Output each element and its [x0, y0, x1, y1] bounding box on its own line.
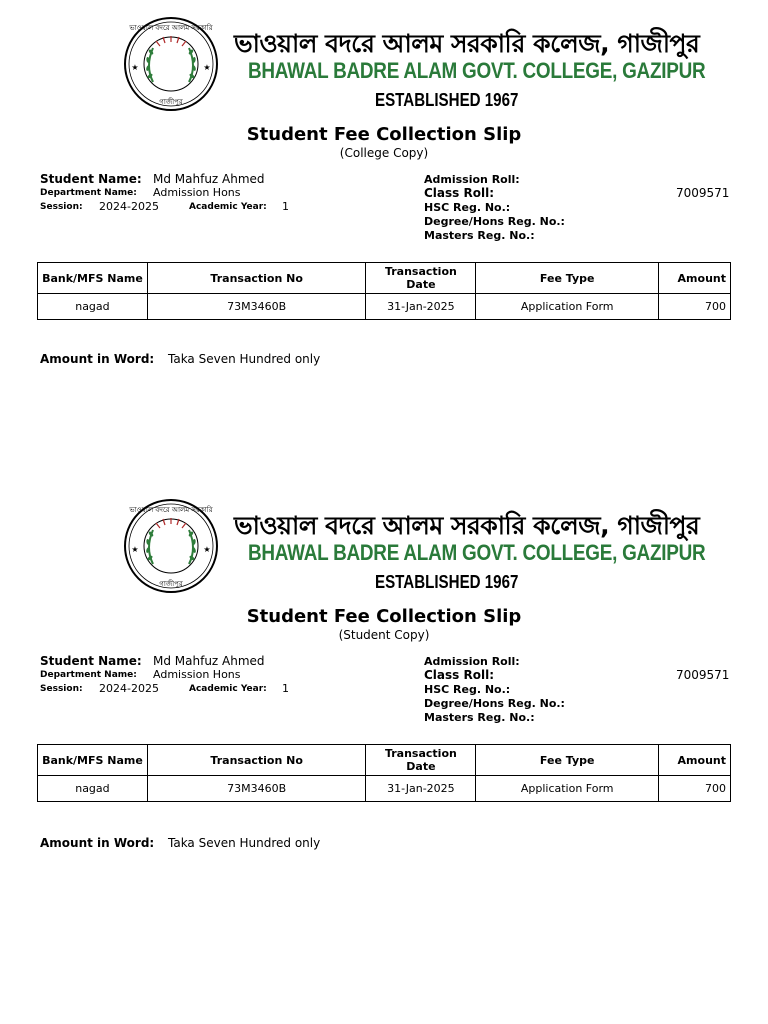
transaction-date-cell: 31-Jan-2025 — [366, 776, 476, 802]
fee-type-cell: Application Form — [476, 294, 659, 320]
established-year: ESTABLISHED 1967 — [375, 572, 519, 592]
svg-text:ভাওয়াল বদরে আলম সরকারি: ভাওয়াল বদরে আলম সরকারি — [129, 24, 213, 32]
amount-in-word-value: Taka Seven Hundred only — [168, 352, 321, 366]
slip-title: Student Fee Collection Slip — [246, 606, 522, 627]
copy-label: (College Copy) — [339, 146, 429, 160]
column-header: Fee Type — [476, 745, 659, 776]
svg-text:★: ★ — [131, 63, 139, 72]
transaction-date-cell: 31-Jan-2025 — [366, 294, 476, 320]
department-name-value: Admission Hons — [153, 668, 241, 681]
academic-year-label: Academic Year: — [189, 684, 267, 694]
transaction-no-cell: 73M3460B — [147, 776, 366, 802]
slip-title: Student Fee Collection Slip — [246, 124, 522, 145]
svg-text:★: ★ — [131, 545, 139, 554]
college-name-english: BHAWAL BADRE ALAM GOVT. COLLEGE, GAZIPUR — [248, 540, 706, 565]
department-name-value: Admission Hons — [153, 186, 241, 199]
column-header: Transaction Date — [366, 263, 476, 294]
student-name-value: Md Mahfuz Ahmed — [153, 172, 265, 186]
college-name-bangla: ভাওয়াল বদরে আলম সরকারি কলেজ, গাজীপুর — [234, 511, 700, 540]
svg-text:গাজীপুর: গাজীপুর — [159, 98, 183, 106]
college-name-bangla: ভাওয়াল বদরে আলম সরকারি কলেজ, গাজীপুর — [234, 29, 700, 58]
degree-reg-label: Degree/Hons Reg. No.: — [424, 215, 565, 228]
established-year: ESTABLISHED 1967 — [375, 90, 519, 110]
hsc-reg-label: HSC Reg. No.: — [424, 683, 511, 696]
copy-label: (Student Copy) — [338, 628, 430, 642]
session-label: Session: — [40, 202, 83, 212]
masters-reg-label: Masters Reg. No.: — [424, 229, 535, 242]
column-header: Amount — [659, 263, 731, 294]
college-seal-logo — [123, 498, 219, 594]
session-label: Session: — [40, 684, 83, 694]
college-seal-logo — [123, 16, 219, 112]
academic-year-value: 1 — [282, 200, 289, 213]
hsc-reg-label: HSC Reg. No.: — [424, 201, 511, 214]
masters-reg-label: Masters Reg. No.: — [424, 711, 535, 724]
column-header: Amount — [659, 745, 731, 776]
amount-in-word-label: Amount in Word: — [40, 352, 155, 366]
fee-slip-student-copy — [0, 482, 768, 922]
academic-year-label: Academic Year: — [189, 202, 267, 212]
column-header: Transaction No — [147, 263, 366, 294]
amount-cell: 700 — [659, 776, 731, 802]
svg-text:★: ★ — [203, 63, 211, 72]
svg-text:ভাওয়াল বদরে আলম সরকারি: ভাওয়াল বদরে আলম সরকারি — [129, 506, 213, 514]
svg-text:গাজীপুর: গাজীপুর — [159, 580, 183, 588]
session-value: 2024-2025 — [99, 200, 159, 213]
session-value: 2024-2025 — [99, 682, 159, 695]
class-roll-value: 7009571 — [676, 186, 730, 200]
fee-table — [37, 262, 731, 320]
column-header: Bank/MFS Name — [38, 263, 148, 294]
department-name-label: Department Name: — [40, 188, 137, 198]
table-header-row — [38, 263, 731, 294]
fee-slip-college-copy — [0, 0, 768, 440]
class-roll-label: Class Roll: — [424, 186, 494, 200]
academic-year-value: 1 — [282, 682, 289, 695]
svg-text:★: ★ — [203, 545, 211, 554]
class-roll-label: Class Roll: — [424, 668, 494, 682]
class-roll-value: 7009571 — [676, 668, 730, 682]
table-row — [38, 776, 731, 802]
bank-cell: nagad — [38, 776, 148, 802]
bank-cell: nagad — [38, 294, 148, 320]
student-name-value: Md Mahfuz Ahmed — [153, 654, 265, 668]
table-row — [38, 294, 731, 320]
column-header: Bank/MFS Name — [38, 745, 148, 776]
admission-roll-label: Admission Roll: — [424, 655, 520, 668]
amount-in-word-value: Taka Seven Hundred only — [168, 836, 321, 850]
amount-in-word-label: Amount in Word: — [40, 836, 155, 850]
table-header-row — [38, 745, 731, 776]
fee-type-cell: Application Form — [476, 776, 659, 802]
degree-reg-label: Degree/Hons Reg. No.: — [424, 697, 565, 710]
student-name-label: Student Name: — [40, 172, 142, 186]
column-header: Fee Type — [476, 263, 659, 294]
column-header: Transaction Date — [366, 745, 476, 776]
college-name-english: BHAWAL BADRE ALAM GOVT. COLLEGE, GAZIPUR — [248, 58, 706, 83]
amount-cell: 700 — [659, 294, 731, 320]
column-header: Transaction No — [147, 745, 366, 776]
transaction-no-cell: 73M3460B — [147, 294, 366, 320]
fee-table — [37, 744, 731, 802]
student-name-label: Student Name: — [40, 654, 142, 668]
admission-roll-label: Admission Roll: — [424, 173, 520, 186]
department-name-label: Department Name: — [40, 670, 137, 680]
